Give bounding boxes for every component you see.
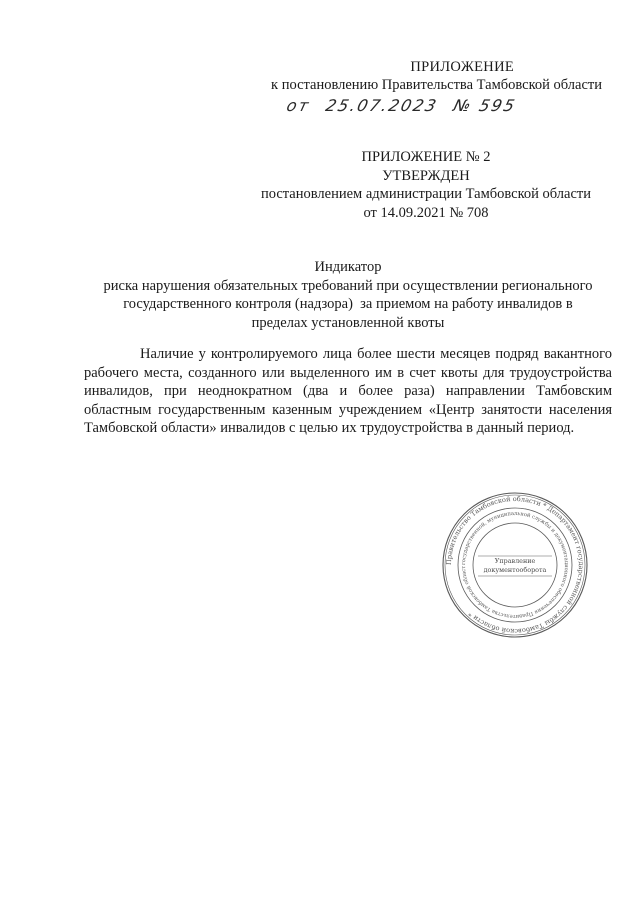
stamp-inner-text: государственной, муниципальной службы и документационного обеспечения Правительства Тамбовской област <box>460 510 570 620</box>
handwritten-prefix: от <box>284 96 313 115</box>
stamp-center-line-1: Управление <box>494 557 536 565</box>
appendix-subtitle: к постановлению Правительства Тамбовской области <box>271 77 602 93</box>
heading-line-3: пределах установленной квоты <box>251 314 445 331</box>
heading-line-2: государственного контроля (надзора) за приемом на работу инвалидов в <box>123 296 573 312</box>
heading-line-1: риска нарушения обязательных требований при осуществлении регионального <box>103 277 593 294</box>
stamp-outer-text: Правительство Тамбовской области * Департамент государственной службы Тамбовской области * <box>444 494 586 636</box>
approval-approved-word: УТВЕРЖДЕН <box>382 167 470 184</box>
appendix-title: ПРИЛОЖЕНИЕ <box>410 59 514 75</box>
approval-date-line: от 14.09.2021 № 708 <box>363 204 489 221</box>
approval-by-line: постановлением администрации Тамбовской области <box>260 186 591 202</box>
stamp-center-line-2: документооборота <box>483 566 547 574</box>
handwritten-number: 595 <box>477 96 519 115</box>
handwritten-number-sign: № <box>451 96 475 115</box>
handwritten-date: 25.07.2023 <box>323 96 441 115</box>
approval-block <box>240 148 612 222</box>
document-heading <box>78 258 618 332</box>
official-stamp <box>440 490 590 640</box>
body-paragraph: Наличие у контролируемого лица более шести месяцев подряд вакантного рабочего места, созданного или выделенного им в счет квоты для трудоустройства инвалидов, при неоднократном (два и более раза) направлении Тамбовским областным государственным казенным учреждением «Центр занятости населения Тамбовской области» инвалидов с целью их трудоустройства в данный период. <box>84 346 612 436</box>
heading-title: Индикатор <box>314 259 382 275</box>
appendix-header <box>271 58 602 94</box>
handwritten-date-number <box>285 96 519 115</box>
approval-appendix-number: ПРИЛОЖЕНИЕ № 2 <box>361 149 491 165</box>
